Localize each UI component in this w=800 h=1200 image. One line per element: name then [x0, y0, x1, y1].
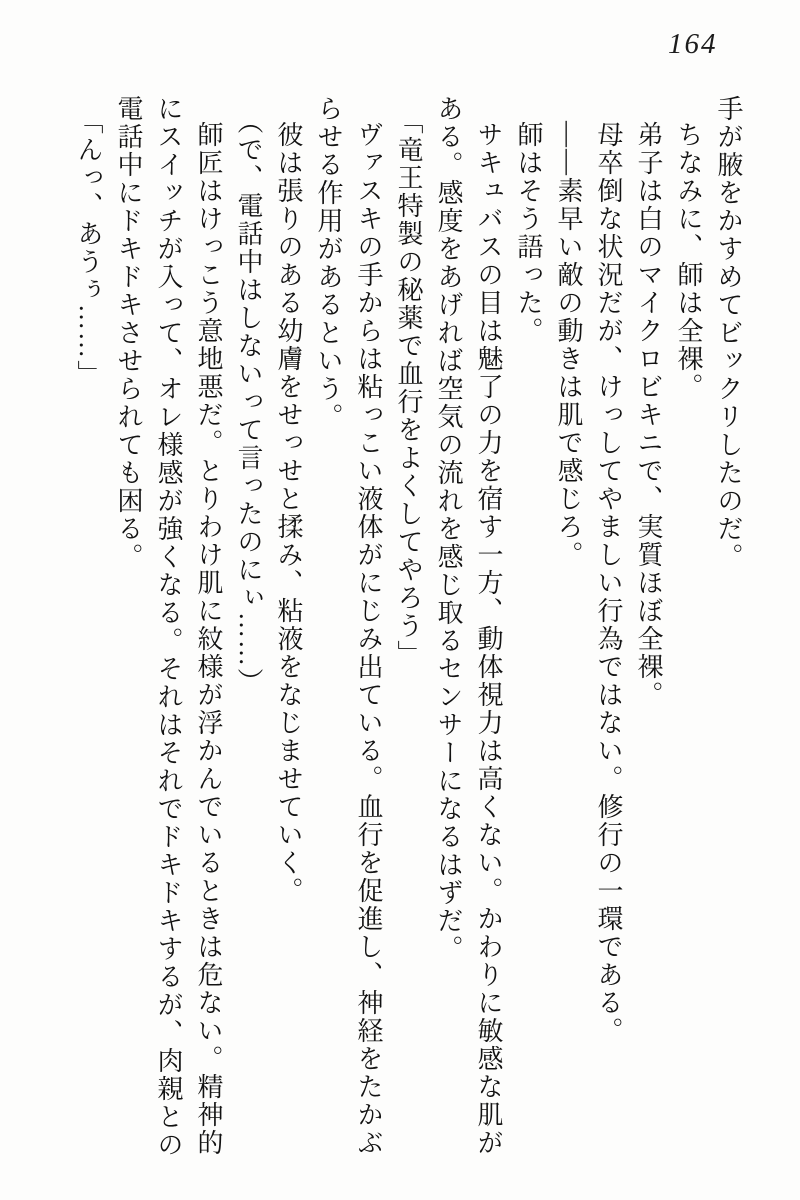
paragraph-11-thought: （で、電話中はしないって言ったのにぃ……） [234, 108, 263, 696]
paragraph-12: 師匠はけっこう意地悪だ。とりわけ肌に紋様が浮かんでいるときは危ない。精神的にスイッチが入って、オレ様感が強くなる。それはそれでドキドキするが、肉親との電話中にドキドキさせられても困る。 [114, 95, 223, 1159]
paragraph-8-dialogue: 「竜王特製の秘薬で血行をよくしてやろう」 [394, 108, 423, 668]
paragraph-13-dialogue: 「んっ、あうぅ……」 [74, 108, 103, 388]
body-text [68, 95, 748, 1165]
paragraph-1: 手が腋をかすめてビックリしたのだ。 [714, 95, 743, 571]
paragraph-10: 彼は張りのある幼膚をせっせと揉み、粘液をなじませていく。 [274, 121, 303, 905]
paragraph-9: ヴァスキの手からは粘っこい液体がにじみ出ている。血行を促進し、神経をたかぶらせる作用があるという。 [314, 95, 383, 1157]
paragraph-6: 師はそう語った。 [514, 121, 543, 345]
paragraph-7: サキュバスの目は魅了の力を宿す一方、動体視力は高くない。かわりに敏感な肌がある。感度をあげれば空気の流れを感じ取るセンサーになるはずだ。 [434, 95, 503, 1157]
paragraph-4: 母卒倒な状況だが、けっしてやましい行為ではない。修行の一環である。 [594, 121, 623, 1045]
page-number: 164 [668, 28, 718, 60]
paragraph-2: ちなみに、師は全裸。 [674, 121, 703, 401]
paragraph-5-dash-line: ――素早い敵の動きは肌で感じろ。 [554, 121, 583, 569]
paragraph-3: 弟子は白のマイクロビキニで、実質ほぼ全裸。 [634, 121, 663, 709]
